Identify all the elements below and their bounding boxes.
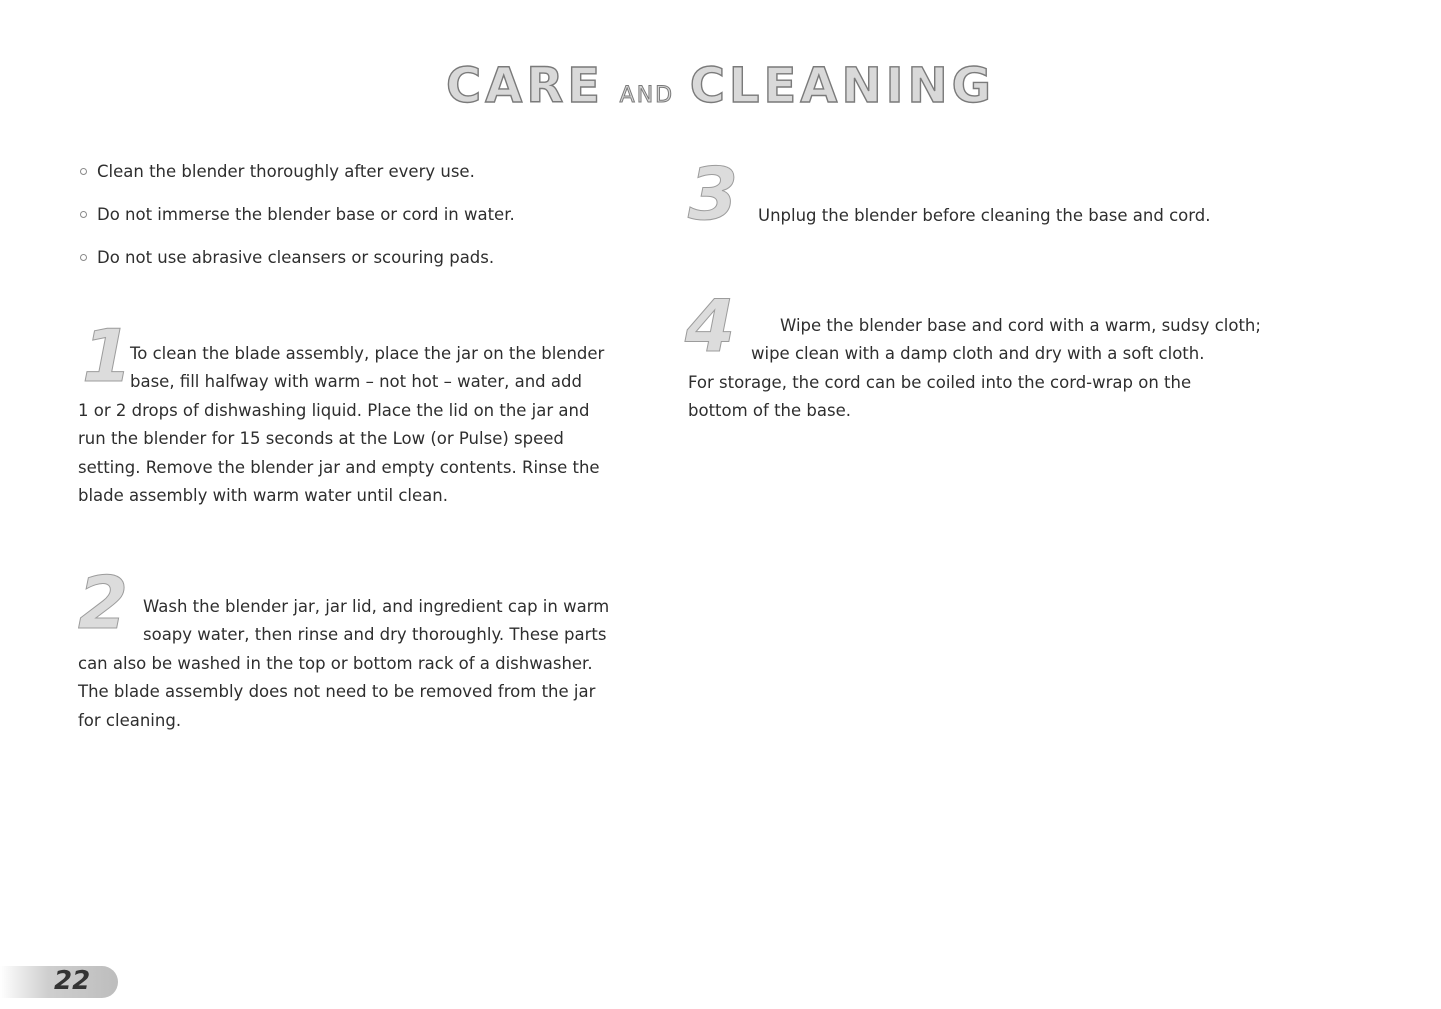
step-3-text: Unplug the blender before cleaning the base and cord. [758, 206, 1211, 225]
bullet-icon [80, 168, 87, 175]
tip-item: Clean the blender thoroughly after every use. [78, 158, 515, 201]
page-number: 22 [54, 966, 91, 996]
step-1-text: To clean the blade assembly, place the jar on the blender base, fill halfway with warm – not hot – water, and add 1 or 2 drops of dishwashing liquid. Place the lid on the jar and run the blender for 15 seconds at the Low (or Pulse) speed setting. Remove the blender jar and empty contents. Rinse the blade assembly with warm water until clean. [78, 344, 605, 506]
tip-item: Do not immerse the blender base or cord in water. [78, 201, 515, 244]
step-number-4: 4 [685, 284, 736, 368]
title-cleaning: CLEANING [689, 58, 996, 114]
tip-item: Do not use abrasive cleansers or scouring pads. [78, 244, 515, 287]
title-care: CARE [445, 58, 605, 114]
step-4-text: Wipe the blender base and cord with a warm, sudsy cloth; wipe clean with a damp cloth and dry with a soft cloth. For storage, the cord can be coiled into the cord-wrap on the bottom of the base. [688, 316, 1261, 421]
step-number-3: 3 [688, 152, 739, 236]
step-number-1: 1 [82, 314, 133, 398]
tips-list [78, 158, 515, 287]
bullet-icon [80, 254, 87, 261]
bullet-icon [80, 211, 87, 218]
step-number-2: 2 [78, 561, 129, 645]
page-number-tab [0, 966, 118, 998]
title-and: AND [619, 83, 675, 108]
page-title [0, 58, 1441, 114]
step-2-text: Wash the blender jar, jar lid, and ingredient cap in warm soapy water, then rinse and dry thoroughly. These parts can also be washed in the top or bottom rack of a dishwasher. The blade assembly does not need to be removed from the jar for cleaning. [78, 597, 610, 730]
